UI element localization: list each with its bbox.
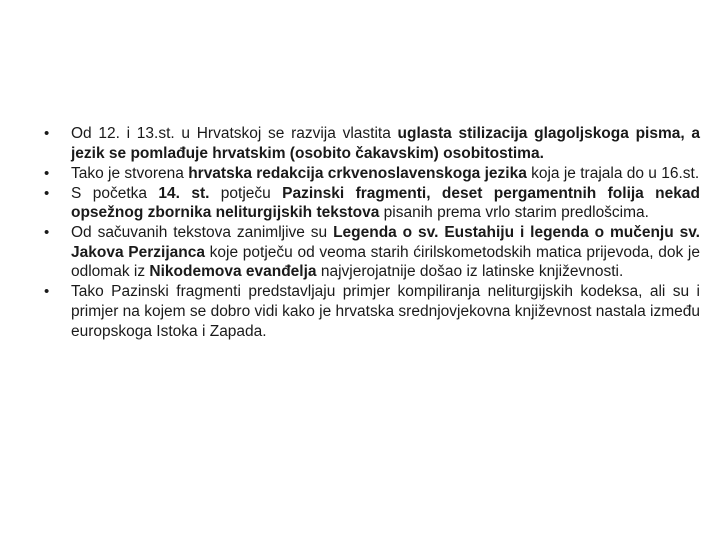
bullet-item xyxy=(44,124,700,163)
bullet-item xyxy=(44,282,700,341)
text-segment-bold: Legenda o sv. Eustahiju i legenda o mučenju sv. Jakova Perzijanca xyxy=(71,224,700,261)
text-segment-bold: hrvatska redakcija crkvenoslavenskoga jezika xyxy=(188,164,527,182)
text-segment: Tako je stvorena xyxy=(71,164,189,182)
text-segment: Od 12. i 13.st. u Hrvatskoj se razvija vlastita xyxy=(71,125,398,142)
text-segment-bold: Nikodemova evanđelja xyxy=(149,263,317,281)
bullet-list xyxy=(44,124,700,341)
bullet-text xyxy=(71,185,700,222)
bullet-text xyxy=(71,224,700,280)
text-segment: Od sačuvanih tekstova zanimljive su xyxy=(71,224,334,242)
text-segment: Tako Pazinski fragmenti predstavljaju primjer kompiliranja neliturgijskih kodeksa, ali su i primjer na kojem se dobro vidi kako je hrvatska srednjovjekovna književnost nastala između europskoga Istoka i Zapada. xyxy=(71,283,700,340)
bullet-dot: • xyxy=(44,283,50,301)
bullet-dot: • xyxy=(44,224,50,242)
bullet-text xyxy=(71,165,699,182)
bullet-item xyxy=(44,184,700,223)
text-segment: S početka xyxy=(71,184,159,202)
text-segment: najvjerojatnije došao iz latinske književnosti. xyxy=(316,263,624,281)
bullet-dot: • xyxy=(44,164,50,182)
bullet-dot: • xyxy=(44,184,50,202)
text-segment: koje potječu od veoma starih ćirilskometodskih matica prijevoda, dok je odlomak iz xyxy=(71,243,700,281)
text-segment: pisanih prema vrlo starim predlošcima. xyxy=(379,204,649,222)
bullet-dot: • xyxy=(44,125,50,142)
bullet-item xyxy=(44,223,700,282)
bullet-item xyxy=(44,164,700,184)
bullet-text xyxy=(71,283,700,339)
text-segment: koja je trajala do u 16.st. xyxy=(526,164,700,182)
bullet-text xyxy=(71,125,700,162)
text-segment-bold: uglasta stilizacija glagoljskoga pisma, a jezik se pomlađuje hrvatskim (osobito čakavskim) osobitostima. xyxy=(71,125,700,162)
text-segment-bold: 14. st. xyxy=(158,184,210,202)
text-segment-bold: Pazinski fragmenti, deset pergamentnih folija nekad opsežnog zbornika neliturgijskih tekstova xyxy=(71,184,700,222)
text-segment: potječu xyxy=(209,184,283,202)
